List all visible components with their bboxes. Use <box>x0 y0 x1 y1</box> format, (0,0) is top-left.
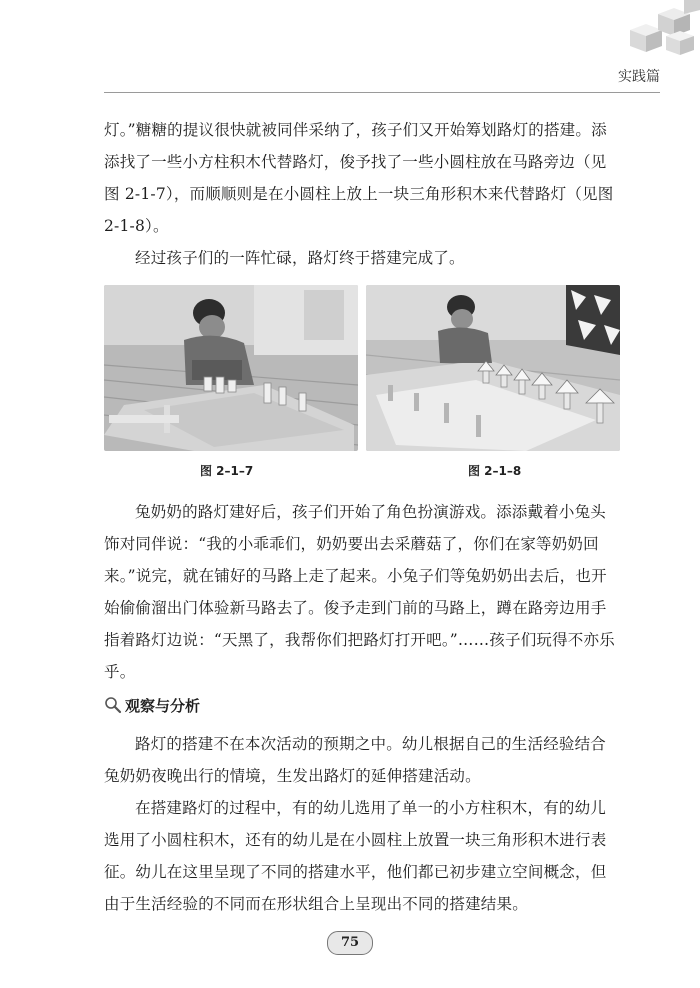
paragraph-2: 经过孩子们的一阵忙碌，路灯终于搭建完成了。 <box>135 249 465 267</box>
figure-caption-1: 图 2–1–7 <box>200 464 254 478</box>
cubes-decoration <box>610 0 700 60</box>
section-name: 实践篇 <box>618 69 660 85</box>
page-number: 75 <box>327 931 373 955</box>
paragraph-1: 灯。”糖糖的提议很快就被同伴采纳了，孩子们又开始筹划路灯的搭建。添添找了一些小方柱积木代替路灯，俊予找了一些小圆柱放在马路旁边（见图 2-1-7），而顺顺则是在小圆柱上放上一块三角形积木来代替路灯（见图 2-1-8）。 <box>104 121 614 235</box>
paragraph-5: 在搭建路灯的过程中，有的幼儿选用了单一的小方柱积木，有的幼儿选用了小圆柱积木，还有的幼儿是在小圆柱上放置一块三角形积木进行表征。幼儿在这里呈现了不同的搭建水平，他们都已初步建立空间概念，但由于生活经验的不同而在形状组合上呈现出不同的搭建结果。 <box>104 799 607 913</box>
paragraph-3: 兔奶奶的路灯建好后，孩子们开始了角色扮演游戏。添添戴着小兔头饰对同伴说：“我的小乖乖们，奶奶要出去采蘑菇了，你们在家等奶奶回来。”说完，就在铺好的马路上走了起来。小兔子们等兔奶奶出去后，也开始偷偷溜出门体验新马路去了。俊予走到门前的马路上，蹲在路旁边用手指着路灯边说：“天黑了，我帮你们把路灯打开吧。”……孩子们玩得不亦乐乎。 <box>104 503 615 681</box>
header-divider <box>104 92 660 93</box>
magnifier-icon <box>104 696 122 714</box>
section-heading <box>104 694 200 716</box>
figure-caption-2: 图 2–1–8 <box>468 464 522 478</box>
paragraph-4: 路灯的搭建不在本次活动的预期之中。幼儿根据自己的生活经验结合兔奶奶夜晚出行的情境，生发出路灯的延伸搭建活动。 <box>104 735 607 785</box>
figure-photo-1 <box>104 285 358 451</box>
figure-photo-2 <box>366 285 620 451</box>
section-heading-text: 观察与分析 <box>125 696 201 715</box>
